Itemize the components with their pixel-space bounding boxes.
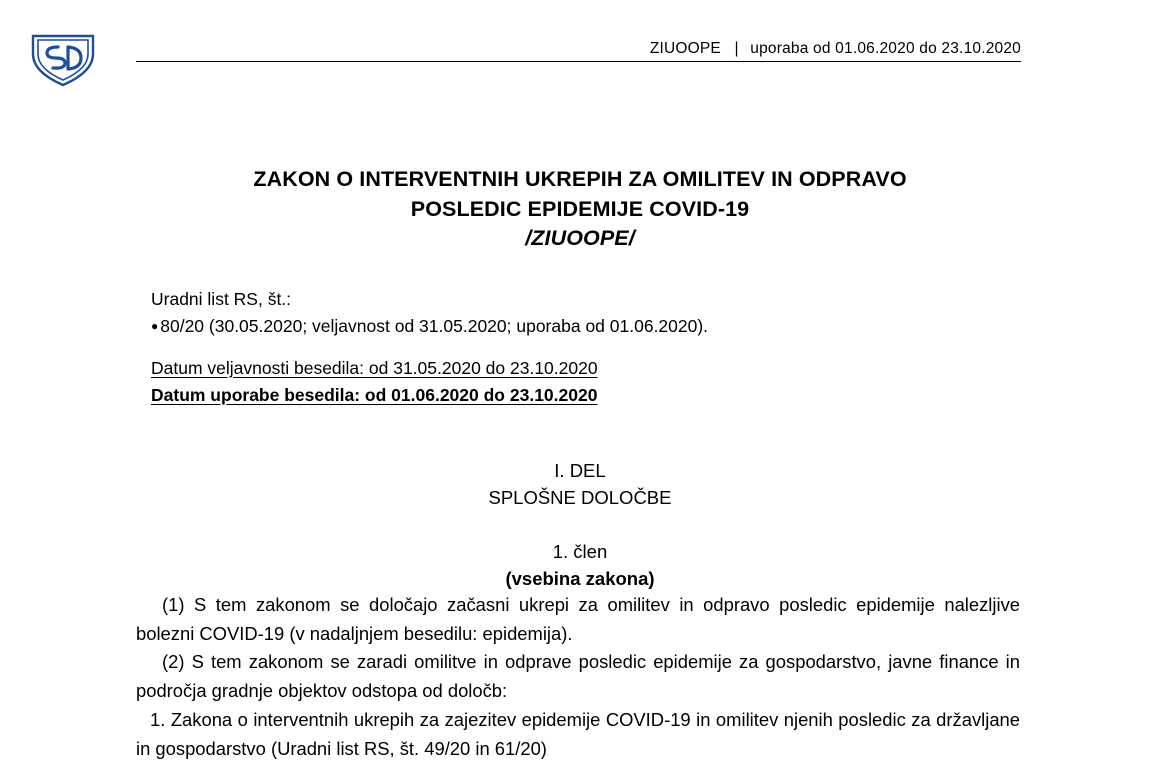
use-date: Datum uporabe besedila: od 01.06.2020 do 23.10.2020	[151, 384, 598, 405]
date-block	[151, 355, 1031, 408]
paragraph-1: (1) S tem zakonom se določajo začasni ukrepi za omilitev in odpravo posledic epidemije nalezljive bolezni COVID-19 (v nadaljnjem besedilu: epidemija).	[136, 594, 1020, 644]
publication-label: Uradni list RS, št.:	[151, 289, 292, 309]
article-body	[136, 591, 1020, 763]
header-validity-note: uporaba od 01.06.2020 do 23.10.2020	[750, 40, 1021, 57]
page-header	[0, 28, 1157, 80]
paragraph-2: (2) S tem zakonom se zaradi omilitve in odprave posledic epidemije za gospodarstvo, javne finance in področja gradnje objektov odstopa od določb:	[136, 651, 1020, 702]
article-heading	[135, 539, 1025, 593]
validity-date: Datum veljavnosti besedila: od 31.05.2020 do 23.10.2020	[151, 358, 598, 378]
part-number: I. DEL	[554, 460, 606, 481]
paragraph-2-item-1: 1. Zakona o interventnih ukrepih za zajezitev epidemije COVID-19 in omilitev njenih posledic za državljane in gospodarstvo (Uradni list RS, št. 49/20 in 61/20)	[136, 708, 1020, 759]
publication-entry: 80/20 (30.05.2020; veljavnost od 31.05.2020; uporaba od 01.06.2020).	[160, 315, 709, 336]
page-title	[135, 165, 1025, 254]
part-heading	[135, 458, 1025, 512]
article-title: (vsebina zakona)	[505, 567, 655, 589]
title-abbreviation: /ZIUOOPE/	[525, 226, 635, 251]
header-divider	[136, 61, 1021, 62]
title-line-2: POSLEDIC EPIDEMIJE COVID-19	[410, 196, 750, 221]
bullet-icon: ●	[151, 318, 159, 333]
publication-info	[151, 286, 1031, 339]
publication-entry-row	[151, 313, 1031, 340]
article-number: 1. člen	[552, 541, 608, 562]
header-running-title	[136, 40, 1021, 58]
header-separator: |	[734, 40, 739, 57]
header-act-abbr: ZIUOOPE	[649, 40, 721, 57]
shield-logo-icon	[27, 30, 99, 88]
part-name: SPLOŠNE DOLOČBE	[488, 486, 672, 508]
title-line-1: ZAKON O INTERVENTNIH UKREPIH ZA OMILITEV IN ODPRAVO	[253, 167, 907, 191]
